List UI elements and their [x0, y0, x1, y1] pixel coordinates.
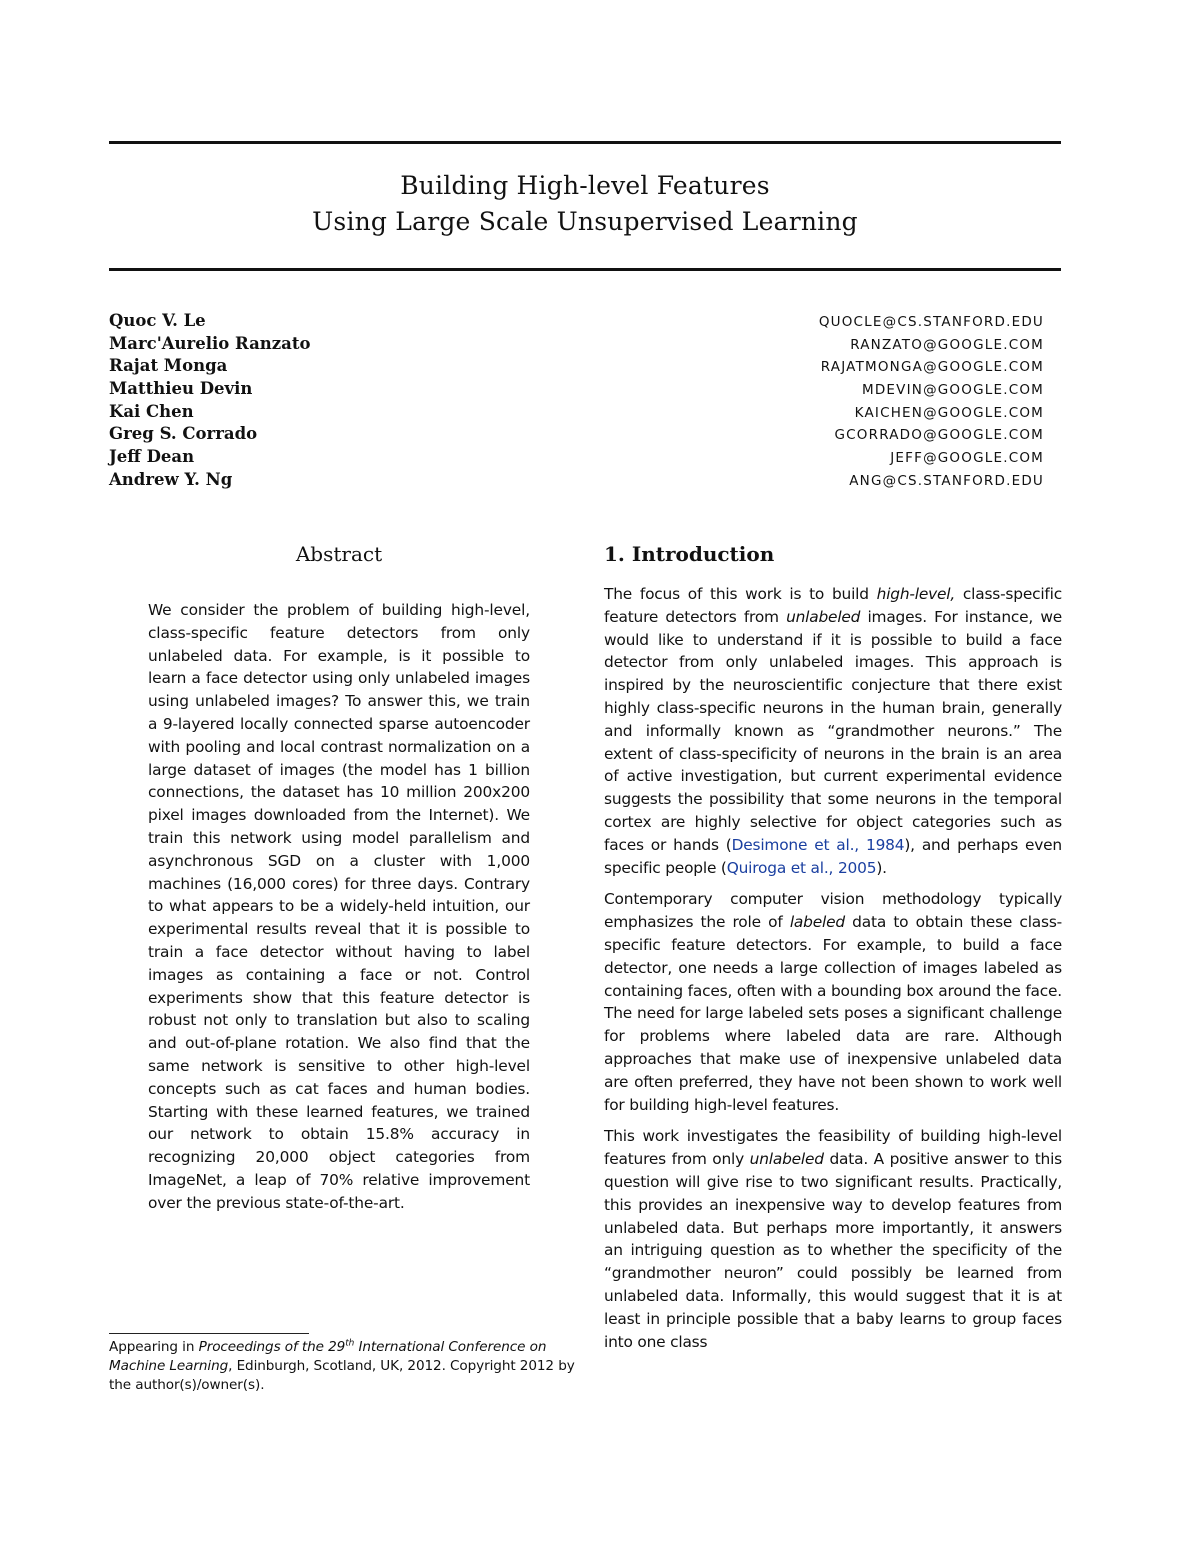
author-name: Andrew Y. Ng: [109, 469, 233, 489]
emphasis-text: high-level,: [876, 585, 956, 603]
emphasis-text: Proceedings of the 29: [198, 1339, 346, 1355]
title-line-1: Building High-level Features: [400, 171, 770, 200]
author-row: [109, 446, 1044, 469]
text-span: , Edinburgh, Scotland, UK, 2012. Copyright 2012 by the author(s)/owner(s).: [109, 1358, 575, 1394]
intro-paragraph-2: [604, 888, 1062, 1116]
author-row: [109, 310, 1044, 333]
text-span: This work investigates the feasibility of building high-level features from only: [604, 1127, 1062, 1169]
title-line-2: Using Large Scale Unsupervised Learning: [312, 207, 858, 236]
paper-title: [109, 168, 1061, 240]
text-span: images. For instance, we would like to understand if it is possible to build a face detector from only unlabeled images. This approach is inspired by the neuroscientific conjecture that there exist highly class-specific neurons in the human brain, generally and informally known as “grandmother neurons.” The extent of class-specificity of neurons in the brain is an area of active investigation, but current experimental evidence suggests the possibility that some neurons in the temporal cortex are highly selective for object categories such as faces or hands (: [604, 607, 1062, 854]
text-span: data. A positive answer to this question will give rise to two significant results. Practically, this provides an inexpensive way to develop features from unlabeled data. But perhaps more importantly, it answers an intriguing question as to whether the specificity of the “grandmother neuron” could possibly be learned from unlabeled data. Informally, this would suggest that it is at least in principle possible that a baby learns to group faces into one class: [604, 1150, 1062, 1351]
abstract-heading: Abstract: [295, 542, 383, 566]
author-email[interactable]: MDEVIN@GOOGLE.COM: [861, 382, 1044, 399]
emphasis-text: unlabeled: [749, 1150, 824, 1169]
author-list: [109, 310, 1044, 492]
author-row: [109, 401, 1044, 424]
text-span: ), and perhaps even specific people (: [604, 835, 1062, 877]
text-span: data to obtain these class-specific feature detectors. For example, to build a face detector, one needs a large collection of images labeled as containing faces, often with a bounding box around the face. The need for large labeled sets poses a significant challenge for problems where labeled data are rare. Although approaches that make use of inexpensive unlabeled data are often preferred, they have not been shown to work well for building high-level features.: [604, 913, 1062, 1114]
footnote: [109, 1338, 579, 1396]
author-name: Quoc V. Le: [109, 311, 206, 330]
author-name: Matthieu Devin: [109, 379, 253, 399]
author-email[interactable]: RAJATMONGA@GOOGLE.COM: [820, 359, 1044, 376]
title-bottom-rule: [109, 268, 1061, 271]
author-row: [109, 378, 1044, 401]
author-row: [109, 469, 1044, 492]
citation-link-quiroga[interactable]: Quiroga et al., 2005: [726, 858, 877, 877]
author-email[interactable]: GCORRADO@GOOGLE.COM: [834, 427, 1044, 444]
author-row: [109, 423, 1044, 446]
author-email[interactable]: RANZATO@GOOGLE.COM: [850, 336, 1044, 353]
intro-paragraph-1: [604, 583, 1062, 879]
author-row: [109, 355, 1044, 378]
title-top-rule: [109, 141, 1061, 144]
intro-paragraph-3: [604, 1125, 1062, 1353]
author-email[interactable]: ANG@CS.STANFORD.EDU: [849, 472, 1044, 489]
text-span: Appearing in: [109, 1339, 199, 1355]
emphasis-text: unlabeled: [786, 607, 861, 626]
author-name: Rajat Monga: [109, 356, 228, 376]
emphasis-text: International Conference on Machine Learning: [109, 1339, 547, 1375]
introduction-body: [604, 583, 1062, 1362]
author-name: Marc'Aurelio Ranzato: [109, 333, 311, 353]
author-name: Jeff Dean: [109, 447, 195, 467]
abstract-body: We consider the problem of building high-level, class-specific feature detectors from only unlabeled data. For example, is it possible to learn a face detector using only unlabeled images using unlabeled images? To answer this, we train a 9-layered locally connected sparse autoencoder with pooling and local contrast normalization on a large dataset of images (the model has 1 billion connections, the dataset has 10 million 200x200 pixel images downloaded from the Internet). We train this network using model parallelism and asynchronous SGD on a cluster with 1,000 machines (16,000 cores) for three days. Contrary to what appears to be a widely-held intuition, our experimental results reveal that it is possible to train a face detector without having to label images as containing a face or not. Control experiments show that this feature detector is robust not only to translation but also to scaling and out-of-plane rotation. We also find that the same network is sensitive to other high-level concepts such as cat faces and human bodies. Starting with these learned features, we trained our network to obtain 15.8% accuracy in recognizing 20,000 object categories from ImageNet, a leap of 70% relative improvement over the previous state-of-the-art.: [148, 601, 530, 1212]
author-email[interactable]: JEFF@GOOGLE.COM: [890, 450, 1044, 467]
author-email[interactable]: QUOCLE@CS.STANFORD.EDU: [818, 314, 1044, 330]
emphasis-text: labeled: [789, 913, 845, 932]
introduction-heading: 1. Introduction: [604, 542, 775, 566]
citation-link-desimone[interactable]: Desimone et al., 1984: [731, 835, 905, 854]
superscript: th: [345, 1338, 355, 1349]
text-span: The focus of this work is to build: [604, 585, 877, 603]
author-name: Kai Chen: [109, 401, 194, 421]
author-row: [109, 333, 1044, 356]
text-span: ).: [876, 858, 887, 877]
text-span: Contemporary computer vision methodology typically emphasizes the role of: [604, 890, 1062, 932]
footnote-rule: [109, 1333, 309, 1334]
author-name: Greg S. Corrado: [109, 424, 258, 444]
author-email[interactable]: KAICHEN@GOOGLE.COM: [854, 404, 1044, 421]
text-span: class-specific feature detectors from: [604, 585, 1062, 626]
